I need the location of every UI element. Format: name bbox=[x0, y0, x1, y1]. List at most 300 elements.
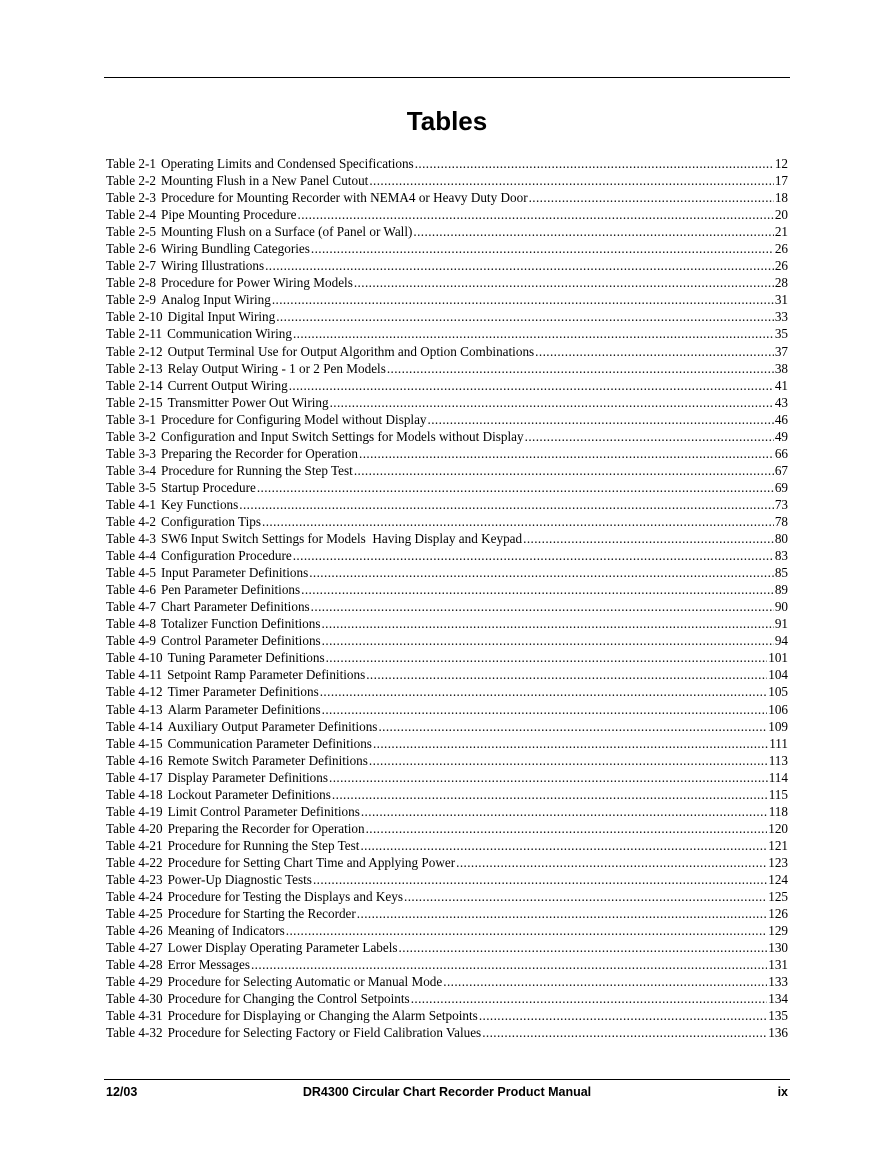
toc-entry-number: Table 4-1 bbox=[106, 496, 156, 512]
toc-entry-number: Table 4-23 bbox=[106, 871, 163, 887]
toc-entry-number: Table 4-30 bbox=[106, 991, 163, 1007]
toc-entry-title: Procedure for Changing the Control Setpoints bbox=[167, 991, 410, 1007]
toc-entry-label bbox=[106, 854, 455, 871]
toc-entry[interactable] bbox=[106, 615, 788, 632]
dot-leader bbox=[332, 786, 768, 803]
toc-entry-page-number: 37 bbox=[774, 343, 788, 359]
toc-entry-page-number: 135 bbox=[768, 1008, 788, 1024]
toc-entry-number: Table 4-17 bbox=[106, 769, 163, 785]
toc-entry-label bbox=[106, 922, 285, 939]
toc-entry[interactable] bbox=[106, 564, 788, 581]
toc-entry-title: Power-Up Diagnostic Tests bbox=[167, 871, 312, 887]
toc-entry-title: Display Parameter Definitions bbox=[167, 769, 328, 785]
dot-leader bbox=[404, 888, 767, 905]
toc-entry[interactable] bbox=[106, 803, 788, 820]
toc-entry-page-number: 123 bbox=[768, 854, 788, 870]
footer-date: 12/03 bbox=[106, 1085, 138, 1099]
toc-entry-title: Digital Input Wiring bbox=[167, 309, 276, 325]
toc-entry-page-number: 124 bbox=[768, 871, 788, 887]
dot-leader bbox=[354, 462, 774, 479]
toc-entry-title: Preparing the Recorder for Operation bbox=[160, 445, 358, 461]
toc-entry-page-number: 105 bbox=[768, 684, 788, 700]
toc-entry-title: Communication Wiring bbox=[167, 326, 292, 342]
toc-entry-label bbox=[106, 803, 360, 820]
toc-entry-label bbox=[106, 206, 297, 223]
toc-entry-page-number: 101 bbox=[768, 650, 788, 666]
toc-entry-number: Table 4-24 bbox=[106, 889, 163, 905]
toc-entry-title: Procedure for Running the Step Test bbox=[160, 462, 353, 478]
toc-entry-title: Mounting Flush in a New Panel Cutout bbox=[160, 173, 369, 189]
toc-entry-label bbox=[106, 155, 414, 172]
dot-leader bbox=[369, 752, 768, 769]
toc-entry-title: Lower Display Operating Parameter Labels bbox=[167, 940, 398, 956]
dot-leader bbox=[361, 803, 768, 820]
toc-entry-page-number: 31 bbox=[774, 292, 788, 308]
toc-entry[interactable] bbox=[106, 837, 788, 854]
toc-entry[interactable] bbox=[106, 479, 788, 496]
toc-entry[interactable] bbox=[106, 649, 788, 666]
toc-entry-label bbox=[106, 189, 528, 206]
footer-document-title: DR4300 Circular Chart Recorder Product Manual bbox=[302, 1085, 592, 1099]
toc-entry-label bbox=[106, 990, 410, 1007]
toc-entry-number: Table 4-20 bbox=[106, 820, 163, 836]
dot-leader bbox=[535, 343, 774, 360]
toc-entry[interactable] bbox=[106, 854, 788, 871]
dot-leader bbox=[357, 905, 767, 922]
toc-entry-number: Table 4-8 bbox=[106, 616, 156, 632]
footer-rule bbox=[104, 1079, 790, 1080]
dot-leader bbox=[366, 666, 767, 683]
toc-entry-page-number: 78 bbox=[774, 513, 788, 529]
toc-entry-label bbox=[106, 939, 398, 956]
toc-entry-page-number: 113 bbox=[768, 752, 788, 768]
toc-entry-label bbox=[106, 1007, 478, 1024]
toc-entry-label bbox=[106, 479, 256, 496]
toc-entry-page-number: 26 bbox=[774, 241, 788, 257]
toc-entry-title: Procedure for Running the Step Test bbox=[167, 837, 360, 853]
toc-entry-number: Table 4-5 bbox=[106, 565, 156, 581]
toc-entry-title: Setpoint Ramp Parameter Definitions bbox=[167, 667, 366, 683]
toc-entry-page-number: 35 bbox=[774, 326, 788, 342]
toc-entry-title: Configuration Tips bbox=[160, 513, 262, 529]
dot-leader bbox=[293, 325, 774, 342]
toc-entry-label bbox=[106, 905, 356, 922]
toc-entry-title: Analog Input Wiring bbox=[160, 292, 271, 308]
dot-leader bbox=[239, 496, 774, 513]
toc-entry-page-number: 133 bbox=[768, 974, 788, 990]
toc-entry-page-number: 89 bbox=[774, 582, 788, 598]
toc-entry-title: Output Terminal Use for Output Algorithm and Option Combinations bbox=[167, 343, 535, 359]
toc-entry-title: Procedure for Mounting Recorder with NEMA4 or Heavy Duty Door bbox=[160, 190, 528, 206]
toc-entry[interactable] bbox=[106, 632, 788, 649]
toc-entry-number: Table 4-31 bbox=[106, 1008, 163, 1024]
toc-entry-title: Control Parameter Definitions bbox=[160, 633, 321, 649]
dot-leader bbox=[311, 598, 774, 615]
dot-leader bbox=[413, 223, 773, 240]
toc-entry[interactable] bbox=[106, 274, 788, 291]
dot-leader bbox=[298, 206, 774, 223]
toc-entry-page-number: 83 bbox=[774, 548, 788, 564]
toc-entry-label bbox=[106, 683, 319, 700]
dot-leader bbox=[354, 274, 774, 291]
toc-entry[interactable] bbox=[106, 990, 788, 1007]
toc-entry-title: Procedure for Starting the Recorder bbox=[167, 906, 356, 922]
toc-entry-label bbox=[106, 649, 325, 666]
toc-entry-label bbox=[106, 752, 368, 769]
toc-entry[interactable] bbox=[106, 240, 788, 257]
toc-entry-number: Table 3-5 bbox=[106, 479, 156, 495]
toc-entry-number: Table 2-5 bbox=[106, 224, 156, 240]
toc-entry-page-number: 33 bbox=[774, 309, 788, 325]
toc-entry-title: Wiring Bundling Categories bbox=[160, 241, 310, 257]
dot-leader bbox=[378, 718, 767, 735]
toc-entry[interactable] bbox=[106, 598, 788, 615]
toc-entry-number: Table 2-1 bbox=[106, 156, 156, 171]
toc-entry[interactable] bbox=[106, 581, 788, 598]
dot-leader bbox=[326, 649, 768, 666]
toc-entry[interactable] bbox=[106, 257, 788, 274]
toc-entry-title: Procedure for Selecting Factory or Field Calibration Values bbox=[167, 1025, 482, 1041]
toc-entry-page-number: 73 bbox=[774, 496, 788, 512]
toc-entry-title: Procedure for Configuring Model without Display bbox=[160, 411, 427, 427]
toc-entry[interactable] bbox=[106, 308, 788, 325]
toc-entry[interactable] bbox=[106, 462, 788, 479]
toc-entry-title: Key Functions bbox=[160, 496, 239, 512]
toc-entry-title: Error Messages bbox=[167, 957, 250, 973]
dot-leader bbox=[322, 632, 774, 649]
toc-entry-page-number: 109 bbox=[768, 718, 788, 734]
toc-entry-page-number: 131 bbox=[768, 957, 788, 973]
toc-entry-number: Table 2-2 bbox=[106, 173, 156, 189]
toc-entry-label bbox=[106, 632, 321, 649]
toc-entry-label bbox=[106, 598, 310, 615]
toc-entry-number: Table 3-3 bbox=[106, 445, 156, 461]
dot-leader bbox=[272, 291, 774, 308]
toc-entry-number: Table 2-6 bbox=[106, 241, 156, 257]
dot-leader bbox=[359, 445, 774, 462]
dot-leader bbox=[276, 308, 774, 325]
toc-entry-label bbox=[106, 377, 288, 394]
toc-entry[interactable] bbox=[106, 820, 788, 837]
dot-leader bbox=[482, 1024, 767, 1041]
dot-leader bbox=[360, 837, 767, 854]
toc-entry-title: Communication Parameter Definitions bbox=[167, 735, 372, 751]
toc-entry-title: Totalizer Function Definitions bbox=[160, 616, 321, 632]
toc-entry-label bbox=[106, 223, 412, 240]
toc-entry-label bbox=[106, 547, 292, 564]
toc-entry-title: Preparing the Recorder for Operation bbox=[167, 820, 365, 836]
toc-entry-label bbox=[106, 257, 264, 274]
dot-leader bbox=[369, 172, 773, 189]
toc-entry[interactable] bbox=[106, 377, 788, 394]
toc-entry[interactable] bbox=[106, 513, 788, 530]
toc-entry-number: Table 2-12 bbox=[106, 343, 163, 359]
toc-entry-number: Table 4-3 bbox=[106, 531, 156, 547]
toc-entry-number: Table 3-2 bbox=[106, 428, 156, 444]
dot-leader bbox=[366, 820, 768, 837]
toc-entry[interactable] bbox=[106, 1007, 788, 1024]
toc-entry-title: SW6 Input Switch Settings for Models Having Display and Keypad bbox=[160, 531, 523, 547]
dot-leader bbox=[525, 428, 774, 445]
toc-entry-number: Table 4-29 bbox=[106, 974, 163, 990]
toc-entry-label bbox=[106, 496, 238, 513]
toc-entry[interactable] bbox=[106, 343, 788, 360]
toc-entry-number: Table 4-15 bbox=[106, 735, 163, 751]
toc-entry[interactable] bbox=[106, 1024, 788, 1041]
toc-entry-page-number: 94 bbox=[774, 633, 788, 649]
dot-leader bbox=[286, 922, 767, 939]
toc-entry[interactable] bbox=[106, 666, 788, 683]
toc-entry-number: Table 4-25 bbox=[106, 906, 163, 922]
toc-entry-title: Timer Parameter Definitions bbox=[167, 684, 319, 700]
toc-entry-number: Table 4-19 bbox=[106, 803, 163, 819]
toc-entry-label bbox=[106, 394, 329, 411]
toc-entry-title: Procedure for Power Wiring Models bbox=[160, 275, 353, 291]
toc-entry-number: Table 4-11 bbox=[106, 667, 163, 683]
toc-entry[interactable] bbox=[106, 445, 788, 462]
toc-entry-title: Mounting Flush on a Surface (of Panel or Wall) bbox=[160, 224, 413, 240]
toc-entry-title: Chart Parameter Definitions bbox=[160, 599, 310, 615]
toc-entry-label bbox=[106, 325, 292, 342]
dot-leader bbox=[523, 530, 774, 547]
toc-entry-label bbox=[106, 428, 524, 445]
toc-entry-title: Operating Limits and Condensed Specifications bbox=[160, 156, 414, 171]
dot-leader bbox=[320, 683, 767, 700]
dot-leader bbox=[321, 615, 773, 632]
toc-entry-label bbox=[106, 786, 331, 803]
dot-leader bbox=[311, 240, 774, 257]
toc-entry-number: Table 4-21 bbox=[106, 837, 163, 853]
toc-entry[interactable] bbox=[106, 752, 788, 769]
page-title: Tables bbox=[406, 106, 488, 136]
toc-entry-page-number: 118 bbox=[768, 803, 788, 819]
toc-entry-page-number: 66 bbox=[774, 445, 788, 461]
toc-entry-label bbox=[106, 871, 312, 888]
toc-entry-title: Auxiliary Output Parameter Definitions bbox=[167, 718, 378, 734]
toc-entry-title: Pipe Mounting Procedure bbox=[160, 207, 297, 223]
toc-entry-page-number: 18 bbox=[774, 190, 788, 206]
toc-entry[interactable] bbox=[106, 871, 788, 888]
toc-entry[interactable] bbox=[106, 360, 788, 377]
toc-entry-number: Table 2-7 bbox=[106, 258, 156, 274]
dot-leader bbox=[373, 735, 768, 752]
toc-entry-label bbox=[106, 411, 427, 428]
toc-entry-label bbox=[106, 462, 353, 479]
toc-entry-page-number: 115 bbox=[768, 786, 788, 802]
dot-leader bbox=[257, 479, 774, 496]
toc-entry-label bbox=[106, 291, 271, 308]
dot-leader bbox=[415, 155, 774, 172]
toc-entry[interactable] bbox=[106, 172, 788, 189]
dot-leader bbox=[399, 939, 768, 956]
toc-entry-label bbox=[106, 513, 261, 530]
toc-entry-number: Table 4-10 bbox=[106, 650, 163, 666]
toc-entry[interactable] bbox=[106, 888, 788, 905]
toc-entry-title: Remote Switch Parameter Definitions bbox=[167, 752, 368, 768]
toc-entry-label bbox=[106, 718, 377, 735]
toc-entry[interactable] bbox=[106, 956, 788, 973]
toc-entry-title: Meaning of Indicators bbox=[167, 923, 285, 939]
toc-entry-title: Procedure for Displaying or Changing the Alarm Setpoints bbox=[167, 1008, 478, 1024]
toc-entry-label bbox=[106, 837, 359, 854]
toc-entry-label bbox=[106, 564, 308, 581]
toc-entry-number: Table 2-3 bbox=[106, 190, 156, 206]
toc-entry-page-number: 111 bbox=[769, 735, 788, 751]
toc-entry-page-number: 121 bbox=[768, 837, 788, 853]
toc-entry-label bbox=[106, 666, 365, 683]
toc-entry-number: Table 4-12 bbox=[106, 684, 163, 700]
toc-entry-title: Procedure for Testing the Displays and Keys bbox=[167, 889, 404, 905]
dot-leader bbox=[479, 1007, 767, 1024]
dot-leader bbox=[309, 564, 774, 581]
toc-entry-title: Configuration Procedure bbox=[160, 548, 292, 564]
toc-entry[interactable] bbox=[106, 411, 788, 428]
toc-entry[interactable] bbox=[106, 206, 788, 223]
dot-leader bbox=[251, 956, 767, 973]
dot-leader bbox=[322, 701, 768, 718]
toc-entry-number: Table 2-8 bbox=[106, 275, 156, 291]
toc-entry-label bbox=[106, 343, 534, 360]
toc-entry-page-number: 41 bbox=[774, 377, 788, 393]
toc-entry[interactable] bbox=[106, 496, 788, 513]
toc-entry[interactable] bbox=[106, 428, 788, 445]
toc-entry-page-number: 43 bbox=[774, 394, 788, 410]
toc-entry[interactable] bbox=[106, 973, 788, 990]
toc-entry[interactable] bbox=[106, 223, 788, 240]
toc-entry[interactable] bbox=[106, 905, 788, 922]
toc-entry-title: Relay Output Wiring - 1 or 2 Pen Models bbox=[167, 360, 386, 376]
toc-entry-number: Table 4-32 bbox=[106, 1025, 163, 1041]
toc-entry-title: Tuning Parameter Definitions bbox=[167, 650, 325, 666]
toc-entry[interactable] bbox=[106, 922, 788, 939]
toc-entry-number: Table 2-9 bbox=[106, 292, 156, 308]
toc-entry-page-number: 126 bbox=[768, 906, 788, 922]
dot-leader bbox=[301, 581, 774, 598]
toc-entry[interactable] bbox=[106, 547, 788, 564]
toc-entry-title: Configuration and Input Switch Settings for Models without Display bbox=[160, 428, 524, 444]
toc-entry[interactable] bbox=[106, 530, 788, 547]
toc-entry-page-number: 85 bbox=[774, 565, 788, 581]
toc-entry-number: Table 4-22 bbox=[106, 854, 163, 870]
toc-entry-page-number: 125 bbox=[768, 889, 788, 905]
dot-leader bbox=[293, 547, 774, 564]
toc-entry-number: Table 4-27 bbox=[106, 940, 163, 956]
toc-entry-page-number: 90 bbox=[774, 599, 788, 615]
table-list bbox=[106, 155, 788, 1041]
toc-entry-title: Current Output Wiring bbox=[167, 377, 288, 393]
dot-leader bbox=[289, 377, 774, 394]
toc-entry[interactable] bbox=[106, 291, 788, 308]
dot-leader bbox=[411, 990, 768, 1007]
dot-leader bbox=[262, 513, 774, 530]
toc-entry-number: Table 4-4 bbox=[106, 548, 156, 564]
footer-page-number: ix bbox=[777, 1085, 788, 1099]
toc-entry-number: Table 3-4 bbox=[106, 462, 156, 478]
toc-entry[interactable] bbox=[106, 786, 788, 803]
toc-entry-page-number: 26 bbox=[774, 258, 788, 274]
dot-leader bbox=[529, 189, 774, 206]
toc-entry-title: Alarm Parameter Definitions bbox=[167, 701, 321, 717]
toc-entry-label bbox=[106, 735, 372, 752]
toc-entry-number: Table 2-11 bbox=[106, 326, 163, 342]
header-rule bbox=[104, 77, 790, 78]
dot-leader bbox=[313, 871, 767, 888]
toc-entry-title: Pen Parameter Definitions bbox=[160, 582, 301, 598]
toc-entry-page-number: 130 bbox=[768, 940, 788, 956]
toc-entry[interactable] bbox=[106, 718, 788, 735]
toc-entry-number: Table 4-7 bbox=[106, 599, 156, 615]
toc-entry-title: Lockout Parameter Definitions bbox=[167, 786, 331, 802]
toc-entry-label bbox=[106, 973, 442, 990]
dot-leader bbox=[265, 257, 774, 274]
toc-entry-number: Table 4-26 bbox=[106, 923, 163, 939]
toc-entry[interactable] bbox=[106, 939, 788, 956]
toc-entry-page-number: 21 bbox=[774, 224, 788, 240]
toc-entry[interactable] bbox=[106, 189, 788, 206]
page-footer bbox=[106, 1083, 788, 1101]
toc-entry[interactable] bbox=[106, 769, 788, 786]
toc-entry-label bbox=[106, 701, 321, 718]
toc-entry-number: Table 4-13 bbox=[106, 701, 163, 717]
toc-entry[interactable] bbox=[106, 683, 788, 700]
toc-entry-page-number: 134 bbox=[768, 991, 788, 1007]
dot-leader bbox=[428, 411, 774, 428]
toc-entry-number: Table 4-14 bbox=[106, 718, 163, 734]
toc-entry-number: Table 4-9 bbox=[106, 633, 156, 649]
toc-entry-label bbox=[106, 615, 320, 632]
toc-entry-number: Table 2-4 bbox=[106, 207, 156, 223]
toc-entry-title: Transmitter Power Out Wiring bbox=[167, 394, 329, 410]
toc-entry-page-number: 129 bbox=[768, 923, 788, 939]
toc-entry-number: Table 2-10 bbox=[106, 309, 163, 325]
dot-leader bbox=[387, 360, 774, 377]
toc-entry[interactable] bbox=[106, 701, 788, 718]
toc-entry-page-number: 17 bbox=[774, 173, 788, 189]
dot-leader bbox=[330, 394, 774, 411]
toc-entry-label bbox=[106, 445, 358, 462]
toc-entry-number: Table 2-13 bbox=[106, 360, 163, 376]
toc-entry[interactable] bbox=[106, 394, 788, 411]
toc-entry-title: Procedure for Selecting Automatic or Manual Mode bbox=[167, 974, 443, 990]
toc-entry-label bbox=[106, 1024, 481, 1041]
toc-entry-number: Table 4-6 bbox=[106, 582, 156, 598]
toc-entry-number: Table 4-28 bbox=[106, 957, 163, 973]
toc-entry[interactable] bbox=[106, 325, 788, 342]
toc-entry-page-number: 80 bbox=[774, 531, 788, 547]
toc-entry-page-number: 120 bbox=[768, 820, 788, 836]
dot-leader bbox=[456, 854, 767, 871]
toc-entry-label bbox=[106, 769, 328, 786]
toc-entry-page-number: 69 bbox=[774, 479, 788, 495]
toc-entry-label bbox=[106, 530, 522, 547]
toc-entry-page-number: 106 bbox=[768, 701, 788, 717]
toc-entry-number: Table 4-2 bbox=[106, 513, 156, 529]
toc-entry-label bbox=[106, 240, 310, 257]
toc-entry[interactable] bbox=[106, 735, 788, 752]
toc-entry-label bbox=[106, 274, 353, 291]
toc-entry-page-number: 136 bbox=[768, 1025, 788, 1041]
toc-entry-title: Procedure for Setting Chart Time and Applying Power bbox=[167, 854, 456, 870]
toc-entry-label bbox=[106, 360, 386, 377]
toc-entry-label bbox=[106, 308, 275, 325]
toc-entry[interactable] bbox=[106, 155, 788, 172]
toc-entry-number: Table 2-14 bbox=[106, 377, 163, 393]
toc-entry-label bbox=[106, 956, 250, 973]
toc-entry-title: Limit Control Parameter Definitions bbox=[167, 803, 360, 819]
toc-entry-label bbox=[106, 581, 300, 598]
toc-entry-page-number: 46 bbox=[774, 411, 788, 427]
toc-entry-title: Startup Procedure bbox=[160, 479, 256, 495]
